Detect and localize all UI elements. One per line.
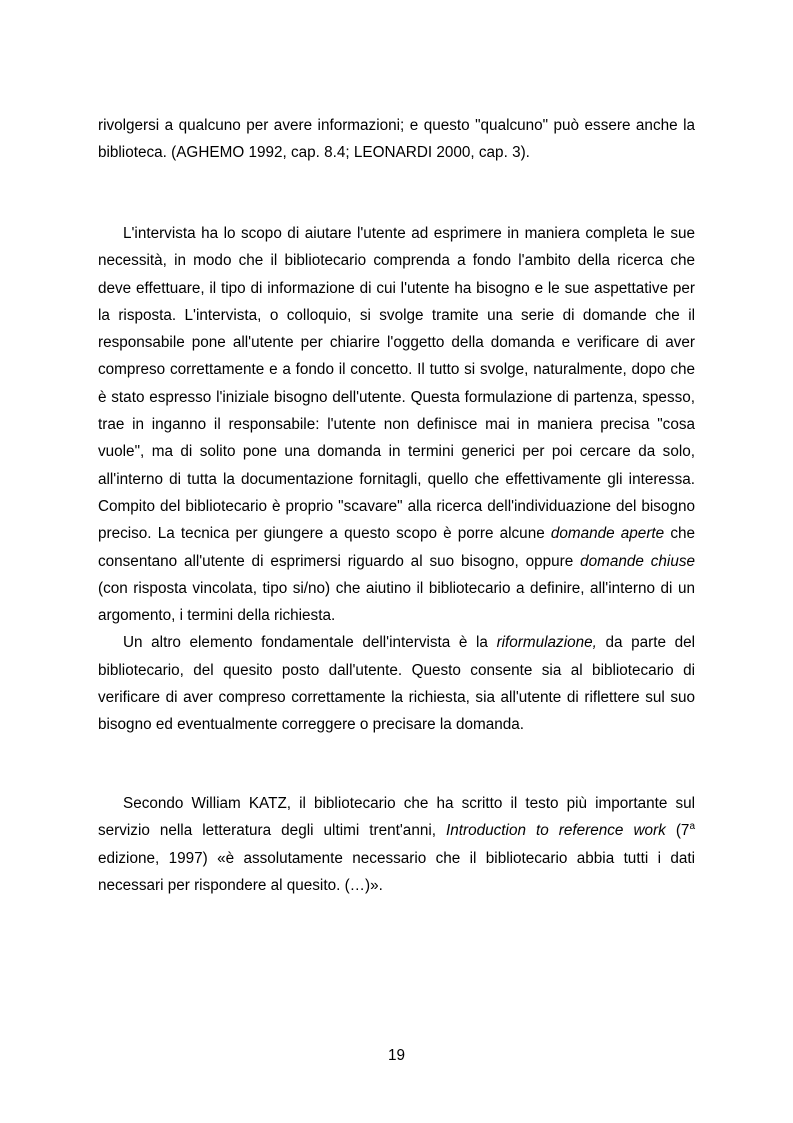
text-block-top (98, 112, 695, 167)
superscript-text: a (689, 821, 695, 833)
paragraph-riformulazione (98, 629, 695, 738)
paragraph-katz (98, 790, 695, 899)
text-run: L'intervista ha lo scopo di aiutare l'utente ad esprimere in maniera completa le sue necessità, in modo che il bibliotecario comprenda a fondo l'ambito della ricerca che deve effettuare, il tipo di informazione di cui l'utente ha bisogno e le sue aspettative per la risposta. L'intervista, o colloquio, si svolge tramite una serie di domande che il responsabile pone all'utente per chiarire l'oggetto della domanda e verificare di aver compreso correttamente e a fondo il concetto. Il tutto si svolge, naturalmente, dopo che è stato espresso l'iniziale bisogno dell'utente. Questa formulazione di partenza, spesso, trae in inganno il responsabile: l'utente non definisce mai in maniera precisa "cosa vuole", ma di solito pone una domanda in termini generici per poi cercare da solo, all'interno di tutta la documentazione fornitagli, quello che effettivamente gli interessa. Compito del bibliotecario è proprio "scavare" alla ricerca dell'individuazione del bisogno preciso. La tecnica per giungere a questo scopo è porre alcune (98, 225, 695, 543)
italic-text: domande aperte (550, 525, 665, 543)
paragraph-intervista (98, 220, 695, 629)
italic-text: domande chiuse (580, 552, 695, 570)
text-run: Secondo William KATZ, il bibliotecario che ha scritto il testo più importante sul servizio nella letteratura degli ultimi trent'anni, (98, 795, 695, 840)
text-run: che consentano all'utente di esprimersi riguardo al suo bisogno, oppure (98, 525, 695, 570)
page-number: 19 (387, 1047, 405, 1064)
italic-text: riformulazione, (496, 634, 597, 652)
italic-text: Introduction to reference work (446, 822, 666, 840)
text-run: da parte del bibliotecario, del quesito posto dall'utente. Questo consente sia al bibliotecario di verificare di aver compreso correttamente la richiesta, sia all'utente di riflettere sul suo bisogno ed eventualmente correggere o precisare la domanda. (98, 634, 696, 734)
text-block-middle (98, 220, 695, 739)
text-block-bottom (98, 790, 695, 899)
paragraph-continuation (98, 112, 695, 167)
text-run: (con risposta vincolata, tipo si/no) che aiutino il bibliotecario a definire, all'interno di un argomento, i termini della richiesta. (98, 579, 695, 625)
text-run: edizione, 1997) «è assolutamente necessario che il bibliotecario abbia tutti i dati necessari per rispondere al quesito. (…)». (98, 849, 695, 894)
text-run: Un altro elemento fondamentale dell'intervista è la (123, 634, 497, 652)
text-run: (7 (665, 822, 690, 840)
text-run: rivolgersi a qualcuno per avere informazioni; e questo "qualcuno" può essere anche la biblioteca. (AGHEMO 1992, cap. 8.4; LEONARDI 2000, cap. 3). (98, 117, 695, 162)
